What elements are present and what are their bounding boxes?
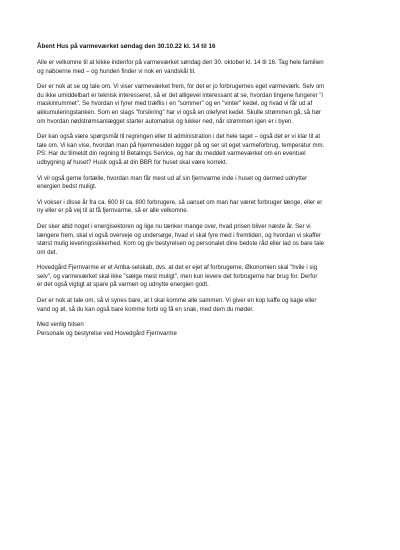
text-line: Vi vokser i disse år fra ca. 600 til ca. 800 forbrugere, så uanset om man har været forbruger længe, eller er	[37, 199, 323, 206]
paragraph-energy-tips	[37, 175, 364, 192]
text-line: udbygning af huset? Husk også at din BBR for huset skal være korrekt.	[37, 159, 228, 166]
signature-block	[37, 321, 364, 338]
text-line: akkumuleringstanken. Som en slags "forsikring" har vi også en oliefyret kedel. Skulle strømmen gå, så hør	[37, 109, 321, 116]
text-line: selv", og varmeværket skal ikke "sælge mest muligt", men kun levere det forbrugerne har brug for. Derfor	[37, 273, 318, 280]
text-line: du ikke umiddelbart er teknisk interesseret, så er det alligevel interessant at se, hvordan tingene fungerer "i	[37, 92, 323, 99]
text-line: er det også vigtigt at spare på varmen og udnytte energien godt.	[37, 282, 209, 289]
paragraph-energy-sector	[37, 223, 364, 257]
text-line: om hvordan nødstrømsanlægget starter automatisk og lukker ned, når strømmen igen er i byen.	[37, 118, 294, 125]
text-line: længere frem, skal vi også overveje og undersøge, hvad vi skal fyre med i fremtiden, og hvordan vi skaffer	[37, 232, 321, 239]
text-line: Der er nok at tale om, så vi synes bare, at I skal komme alle sammen. Vi giver en kop kaffe og kage eller	[37, 298, 317, 305]
paragraph-ownership	[37, 264, 364, 290]
paragraph-welcome	[37, 297, 364, 314]
text-line: ny eller er på vej til at få fjernvarme, så er alle velkomne.	[37, 208, 189, 215]
closing-greeting: Med venlig hilsen	[37, 322, 84, 329]
text-line: tale om. Vi kan vise, hvordan man på hjemmesiden logger på og ser sit eget varmeforbrug, temperatur mm.	[37, 142, 325, 149]
text-line: vand og øl, så du kan også bare komme forbi og få en snak, med dem du møder.	[37, 306, 254, 313]
document-title: Åbent Hus på varmeværket søndag den 30.10.22 kl. 14 til 16	[37, 43, 216, 50]
text-line: PS: Har du tilmeldt din regning til Betalings Service, og har du meddelt varmeværket om en eventuel	[37, 151, 306, 158]
text-line: om det.	[37, 249, 58, 256]
text-line: Der sker altid noget i energisektoren og lige nu tænker mange over, hvad prisen bliver næste år. Ser vi	[37, 223, 311, 230]
text-line: Alle er velkomne til at kikke indenfor på varmeværket søndag den 30. oktober kl. 14 til 16. Tag hele familien	[37, 60, 324, 66]
text-line: størst mulig leveringssikkerhed. Kom og giv bestyrelsen og personalet dine bedste råd eller lad os bare tale	[37, 241, 325, 248]
text-line: Vi vil også gerne fortælle, hvordan man får mest ud af sin fjernvarme inde i huset og dermed udnytter	[37, 175, 308, 182]
text-line: Der kan også være spørgsmål til regningen eller til administration i det hele taget – også det er vi klar til at	[37, 134, 320, 141]
text-line: og naboerne med – og hunden finder vi nok en vandskål til.	[37, 68, 196, 75]
paragraph-tour	[37, 83, 364, 126]
paragraph-invitation	[37, 59, 364, 76]
paragraph-growth	[37, 199, 364, 216]
text-line: Der er nok at se og tale om. Vi viser varmeværket frem, for det er jo forbrugernes eget varmeværk. Selv om	[37, 84, 325, 91]
text-line: maskinrummet". Se hvordan vi fyrer med træflis i en "sommer" og en "vinter" kedel, og hvad vi får ud af	[37, 101, 313, 108]
paragraph-billing	[37, 133, 364, 167]
text-line: Hovedgård Fjernvarme er et Amba-selskab, dvs. at det er ejet af forbrugerne. Økonomien skal "hvile i sig	[37, 265, 318, 272]
text-line: energien bedst muligt.	[37, 184, 97, 191]
signature: Personale og bestyrelse ved Hovedgård Fjernvarme	[37, 330, 177, 337]
